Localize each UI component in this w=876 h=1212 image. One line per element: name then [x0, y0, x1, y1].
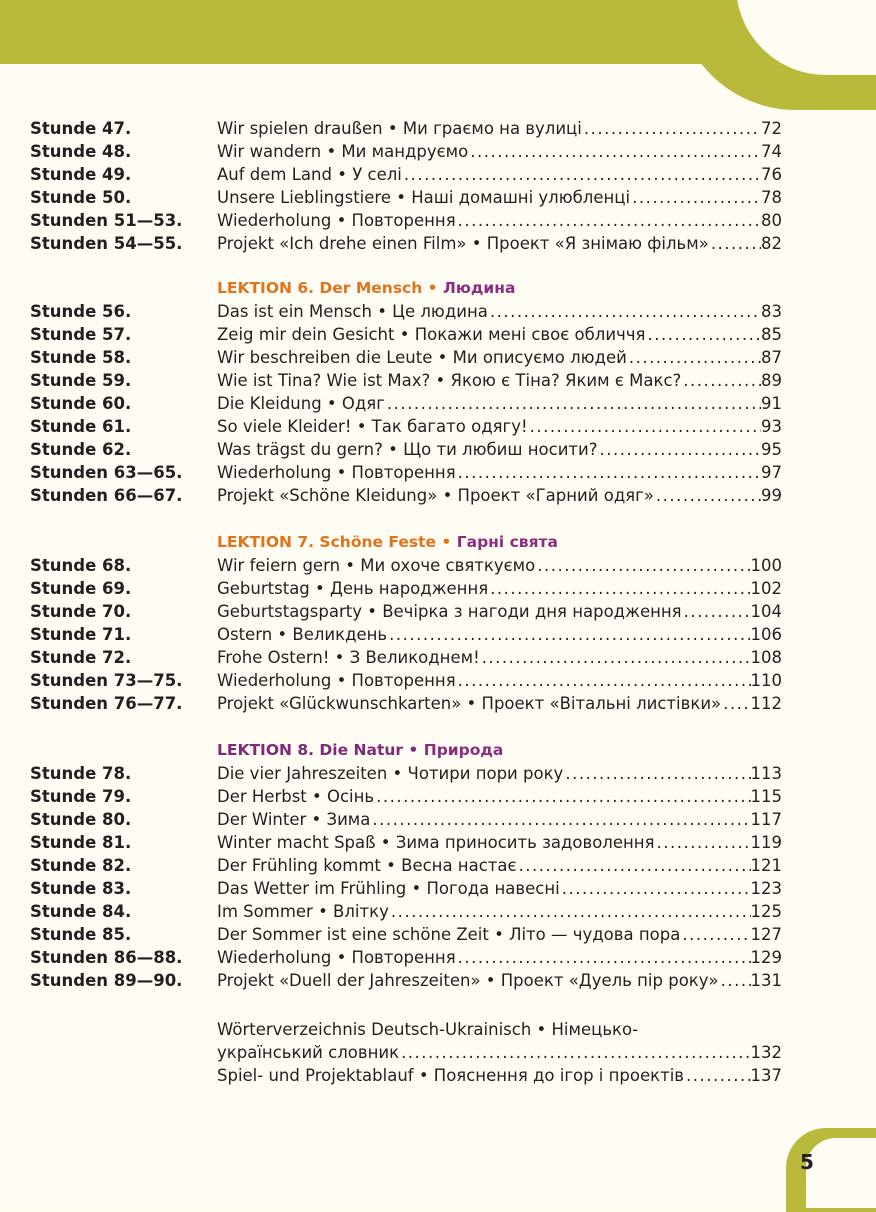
entry-title: Frohe Ostern! • З Великоднем! — [217, 648, 480, 667]
toc-row[interactable] — [0, 232, 876, 255]
lesson-number: Stunde 62. — [30, 440, 132, 459]
entry-page: 119 — [750, 833, 782, 852]
entry-title: Der Winter • Зима — [217, 810, 371, 829]
lesson-number: Stunde 56. — [30, 302, 132, 321]
entry-page: 132 — [750, 1043, 782, 1062]
lesson-number: Stunde 82. — [30, 856, 132, 875]
entry-page: 108 — [750, 648, 782, 667]
toc-entry[interactable] — [217, 209, 782, 232]
toc-entry[interactable] — [217, 946, 782, 969]
toc-row[interactable] — [0, 600, 876, 623]
lesson-number: Stunde 49. — [30, 165, 132, 184]
entry-page: 110 — [750, 671, 782, 690]
toc-entry[interactable] — [217, 186, 782, 209]
dot-leader — [385, 392, 761, 415]
dot-leader — [387, 623, 750, 646]
entry-page: 115 — [750, 787, 782, 806]
toc-row[interactable] — [0, 415, 876, 438]
lesson-number: Stunde 57. — [30, 325, 132, 344]
entry-title: Wiederholung • Повторення — [217, 463, 456, 482]
dot-leader — [655, 831, 751, 854]
dot-leader — [680, 923, 750, 946]
toc-row[interactable] — [0, 900, 876, 923]
page-number: 5 — [800, 1150, 814, 1174]
toc-entry[interactable] — [217, 923, 782, 946]
toc-entry[interactable] — [217, 600, 782, 623]
dot-leader — [374, 785, 750, 808]
dot-leader — [721, 692, 750, 715]
lektion-heading-de: LEKTION 6. Der Mensch • — [217, 279, 438, 297]
entry-title: So viele Kleider! • Так багато одягу! — [217, 417, 528, 436]
entry-page: 121 — [750, 856, 782, 875]
toc-row[interactable] — [0, 346, 876, 369]
toc-entry[interactable] — [217, 831, 782, 854]
dot-leader — [456, 209, 761, 232]
toc-entry[interactable] — [217, 623, 782, 646]
entry-page: 117 — [750, 810, 782, 829]
lesson-number: Stunde 48. — [30, 142, 132, 161]
entry-title: Geburtstagsparty • Вечірка з нагоди дня народження — [217, 602, 682, 621]
toc-entry[interactable] — [217, 232, 782, 255]
entry-title: Projekt «Ich drehe einen Film» • Проект «Я знімаю фільм» — [217, 234, 709, 253]
lektion-heading-ua: Природа — [418, 741, 504, 759]
entry-title: Was trägst du gern? • Що ти любиш носити? — [217, 440, 598, 459]
dot-leader — [563, 762, 750, 785]
lesson-number: Stunde 81. — [30, 833, 132, 852]
dot-leader — [456, 669, 751, 692]
dot-leader — [389, 900, 751, 923]
entry-title: Auf dem Land • У селі — [217, 165, 402, 184]
toc-row[interactable] — [0, 669, 876, 692]
toc-row[interactable] — [0, 785, 876, 808]
entry-title: Ostern • Великдень — [217, 625, 388, 644]
lesson-number: Stunde 58. — [30, 348, 132, 367]
entry-page: 80 — [761, 211, 782, 230]
toc-entry[interactable] — [217, 692, 782, 715]
dot-leader — [560, 877, 751, 900]
entry-page: 87 — [761, 348, 782, 367]
entry-page: 74 — [761, 142, 782, 161]
lesson-number: Stunden 54—55. — [30, 234, 183, 253]
entry-page: 100 — [750, 556, 782, 575]
lesson-number: Stunde 59. — [30, 371, 132, 390]
lesson-number: Stunde 68. — [30, 556, 132, 575]
entry-title: Winter macht Spaß • Зима приносить задоволення — [217, 833, 655, 852]
entry-title: Wir feiern gern • Ми охоче святкуємо — [217, 556, 536, 575]
dot-leader — [488, 577, 750, 600]
entry-page: 104 — [750, 602, 782, 621]
toc-row[interactable] — [0, 461, 876, 484]
toc-entry[interactable] — [217, 346, 782, 369]
entry-title: Wir wandern • Ми мандруємо — [217, 142, 469, 161]
toc-row[interactable] — [0, 877, 876, 900]
toc-entry[interactable] — [217, 808, 782, 831]
dot-leader — [598, 438, 761, 461]
entry-page: 85 — [761, 325, 782, 344]
toc-row[interactable] — [0, 186, 876, 209]
lesson-number: Stunde 60. — [30, 394, 132, 413]
dot-leader — [645, 323, 761, 346]
lektion-heading-de: LEKTION 7. Schöne Feste • — [217, 533, 452, 551]
dot-leader — [582, 117, 761, 140]
toc-row[interactable] — [0, 323, 876, 346]
dot-leader — [528, 415, 761, 438]
lesson-number: Stunde 50. — [30, 188, 132, 207]
toc-entry[interactable] — [217, 117, 782, 140]
lesson-number: Stunden 86—88. — [30, 948, 183, 967]
entry-title: Der Sommer ist eine schöne Zeit • Літо — чудова пора — [217, 925, 681, 944]
toc-row[interactable] — [0, 854, 876, 877]
toc-entry[interactable] — [217, 877, 782, 900]
entry-page: 95 — [761, 440, 782, 459]
dot-leader — [370, 808, 750, 831]
entry-page: 72 — [761, 119, 782, 138]
toc-row[interactable] — [0, 831, 876, 854]
lesson-number: Stunde 78. — [30, 764, 132, 783]
entry-page: 123 — [750, 879, 782, 898]
entry-title: Der Herbst • Осінь — [217, 787, 375, 806]
dot-leader — [682, 600, 751, 623]
toc-entry[interactable] — [217, 484, 782, 507]
entry-title: Das ist ein Mensch • Це людина — [217, 302, 488, 321]
entry-title: Wiederholung • Повторення — [217, 671, 456, 690]
toc-row[interactable] — [0, 577, 876, 600]
toc-row[interactable] — [0, 554, 876, 577]
entry-title: Die Kleidung • Одяг — [217, 394, 385, 413]
dot-leader — [488, 300, 761, 323]
entry-page: 82 — [761, 234, 782, 253]
toc-row[interactable] — [0, 762, 876, 785]
entry-page: 93 — [761, 417, 782, 436]
entry-title: Der Frühling kommt • Весна настає — [217, 856, 517, 875]
lesson-number: Stunde 72. — [30, 648, 132, 667]
toc-entry[interactable] — [217, 969, 782, 992]
toc-row[interactable] — [0, 692, 876, 715]
lektion-heading — [217, 531, 558, 553]
lesson-number: Stunde 61. — [30, 417, 132, 436]
dot-leader — [654, 484, 761, 507]
entry-page: 127 — [750, 925, 782, 944]
toc-entry[interactable] — [217, 554, 782, 577]
lektion-heading-ua: Людина — [437, 279, 516, 297]
entry-page: 97 — [761, 463, 782, 482]
lesson-number: Stunde 80. — [30, 810, 132, 829]
entry-page: 113 — [750, 764, 782, 783]
entry-page: 102 — [750, 579, 782, 598]
toc-entry[interactable] — [217, 854, 782, 877]
entry-title: Zeig mir dein Gesicht • Покажи мені своє обличчя — [217, 325, 646, 344]
dot-leader — [517, 854, 751, 877]
dot-leader — [684, 1064, 750, 1087]
lesson-number: Stunde 83. — [30, 879, 132, 898]
appendix-dictionary-line1: Wörterverzeichnis Deutsch-Ukrainisch • Німецько- — [217, 1020, 639, 1039]
toc-entry[interactable] — [217, 369, 782, 392]
lesson-number: Stunde 84. — [30, 902, 132, 921]
toc-entry[interactable] — [217, 140, 782, 163]
entry-page: 99 — [761, 486, 782, 505]
lektion-heading-de: LEKTION 8. Die Natur • — [217, 741, 419, 759]
entry-title: Wir beschreiben die Leute • Ми описуємо людей — [217, 348, 627, 367]
dot-leader — [399, 1041, 750, 1064]
toc-entry[interactable] — [217, 669, 782, 692]
entry-title: Projekt «Schöne Kleidung» • Проект «Гарний одяг» — [217, 486, 654, 505]
lesson-number: Stunden 73—75. — [30, 671, 183, 690]
entry-title: Geburtstag • День народження — [217, 579, 489, 598]
dot-leader — [468, 140, 761, 163]
dot-leader — [709, 232, 761, 255]
dot-leader — [480, 646, 751, 669]
entry-page: 137 — [750, 1066, 782, 1085]
lesson-number: Stunden 89—90. — [30, 971, 183, 990]
entry-page: 89 — [761, 371, 782, 390]
entry-page: 106 — [750, 625, 782, 644]
dot-leader — [535, 554, 750, 577]
toc-row[interactable] — [0, 163, 876, 186]
toc-row[interactable] — [0, 209, 876, 232]
toc-row[interactable] — [0, 117, 876, 140]
lektion-heading — [217, 277, 515, 299]
lesson-number: Stunden 51—53. — [30, 211, 183, 230]
entry-title: Wiederholung • Повторення — [217, 211, 456, 230]
lesson-number: Stunde 47. — [30, 119, 132, 138]
entry-title: український словник — [217, 1043, 400, 1062]
lesson-number: Stunden 66—67. — [30, 486, 183, 505]
entry-title: Das Wetter im Frühling • Погода навесні — [217, 879, 560, 898]
toc-row[interactable] — [0, 808, 876, 831]
entry-page: 125 — [750, 902, 782, 921]
entry-title: Unsere Lieblingstiere • Наші домашні улюбленці — [217, 188, 631, 207]
entry-page: 112 — [750, 694, 782, 713]
toc-row[interactable] — [0, 300, 876, 323]
toc-row[interactable] — [0, 623, 876, 646]
toc-entry[interactable] — [217, 461, 782, 484]
toc-entry[interactable] — [217, 415, 782, 438]
toc-row[interactable] — [0, 946, 876, 969]
entry-page: 91 — [761, 394, 782, 413]
toc-entry[interactable] — [217, 900, 782, 923]
toc-entry[interactable] — [217, 438, 782, 461]
toc-row[interactable] — [0, 646, 876, 669]
toc-row[interactable] — [0, 969, 876, 992]
entry-title: Wir spielen draußen • Ми граємо на вулиці — [217, 119, 582, 138]
page-number-tab-inner — [806, 1138, 876, 1208]
lektion-heading-ua: Гарні свята — [451, 533, 558, 551]
dot-leader — [456, 946, 751, 969]
toc-row[interactable] — [0, 369, 876, 392]
entry-page: 131 — [750, 971, 782, 990]
entry-title: Im Sommer • Влітку — [217, 902, 389, 921]
lesson-number: Stunde 70. — [30, 602, 132, 621]
entry-page: 78 — [761, 188, 782, 207]
toc-row[interactable] — [0, 438, 876, 461]
toc-entry[interactable] — [217, 646, 782, 669]
toc-row[interactable] — [0, 392, 876, 415]
lesson-number: Stunde 69. — [30, 579, 132, 598]
lesson-number: Stunde 71. — [30, 625, 132, 644]
entry-page: 76 — [761, 165, 782, 184]
entry-title: Spiel- und Projektablauf • Пояснення до ігор і проектів — [217, 1066, 685, 1085]
toc-entry[interactable] — [217, 163, 782, 186]
entry-title: Die vier Jahreszeiten • Чотири пори року — [217, 764, 564, 783]
dot-leader — [456, 461, 761, 484]
entry-title: Wiederholung • Повторення — [217, 948, 456, 967]
lesson-number: Stunden 76—77. — [30, 694, 183, 713]
lesson-number: Stunde 79. — [30, 787, 132, 806]
toc-row[interactable] — [0, 484, 876, 507]
entry-title: Projekt «Glückwunschkarten» • Проект «Вітальні листівки» — [217, 694, 722, 713]
lektion-heading — [217, 739, 503, 761]
appendix-dictionary-entry[interactable] — [217, 1041, 782, 1064]
entry-title: Projekt «Duell der Jahreszeiten» • Проект «Дуель пір року» — [217, 971, 719, 990]
dot-leader — [402, 163, 761, 186]
lesson-number: Stunde 85. — [30, 925, 132, 944]
lesson-number: Stunden 63—65. — [30, 463, 183, 482]
toc-entry[interactable] — [217, 762, 782, 785]
dot-leader — [681, 369, 761, 392]
toc-row[interactable] — [0, 923, 876, 946]
dot-leader — [627, 346, 761, 369]
toc-entry[interactable] — [217, 323, 782, 346]
entry-page: 83 — [761, 302, 782, 321]
toc-row[interactable] — [0, 140, 876, 163]
toc-entry[interactable] — [217, 785, 782, 808]
dot-leader — [719, 969, 751, 992]
entry-page: 129 — [750, 948, 782, 967]
appendix-spiel-entry[interactable] — [217, 1064, 782, 1087]
toc-entry[interactable] — [217, 577, 782, 600]
toc-entry[interactable] — [217, 300, 782, 323]
toc-entry[interactable] — [217, 392, 782, 415]
entry-title: Wie ist Tina? Wie ist Max? • Якою є Тіна? Яким є Макс? — [217, 371, 682, 390]
dot-leader — [630, 186, 761, 209]
